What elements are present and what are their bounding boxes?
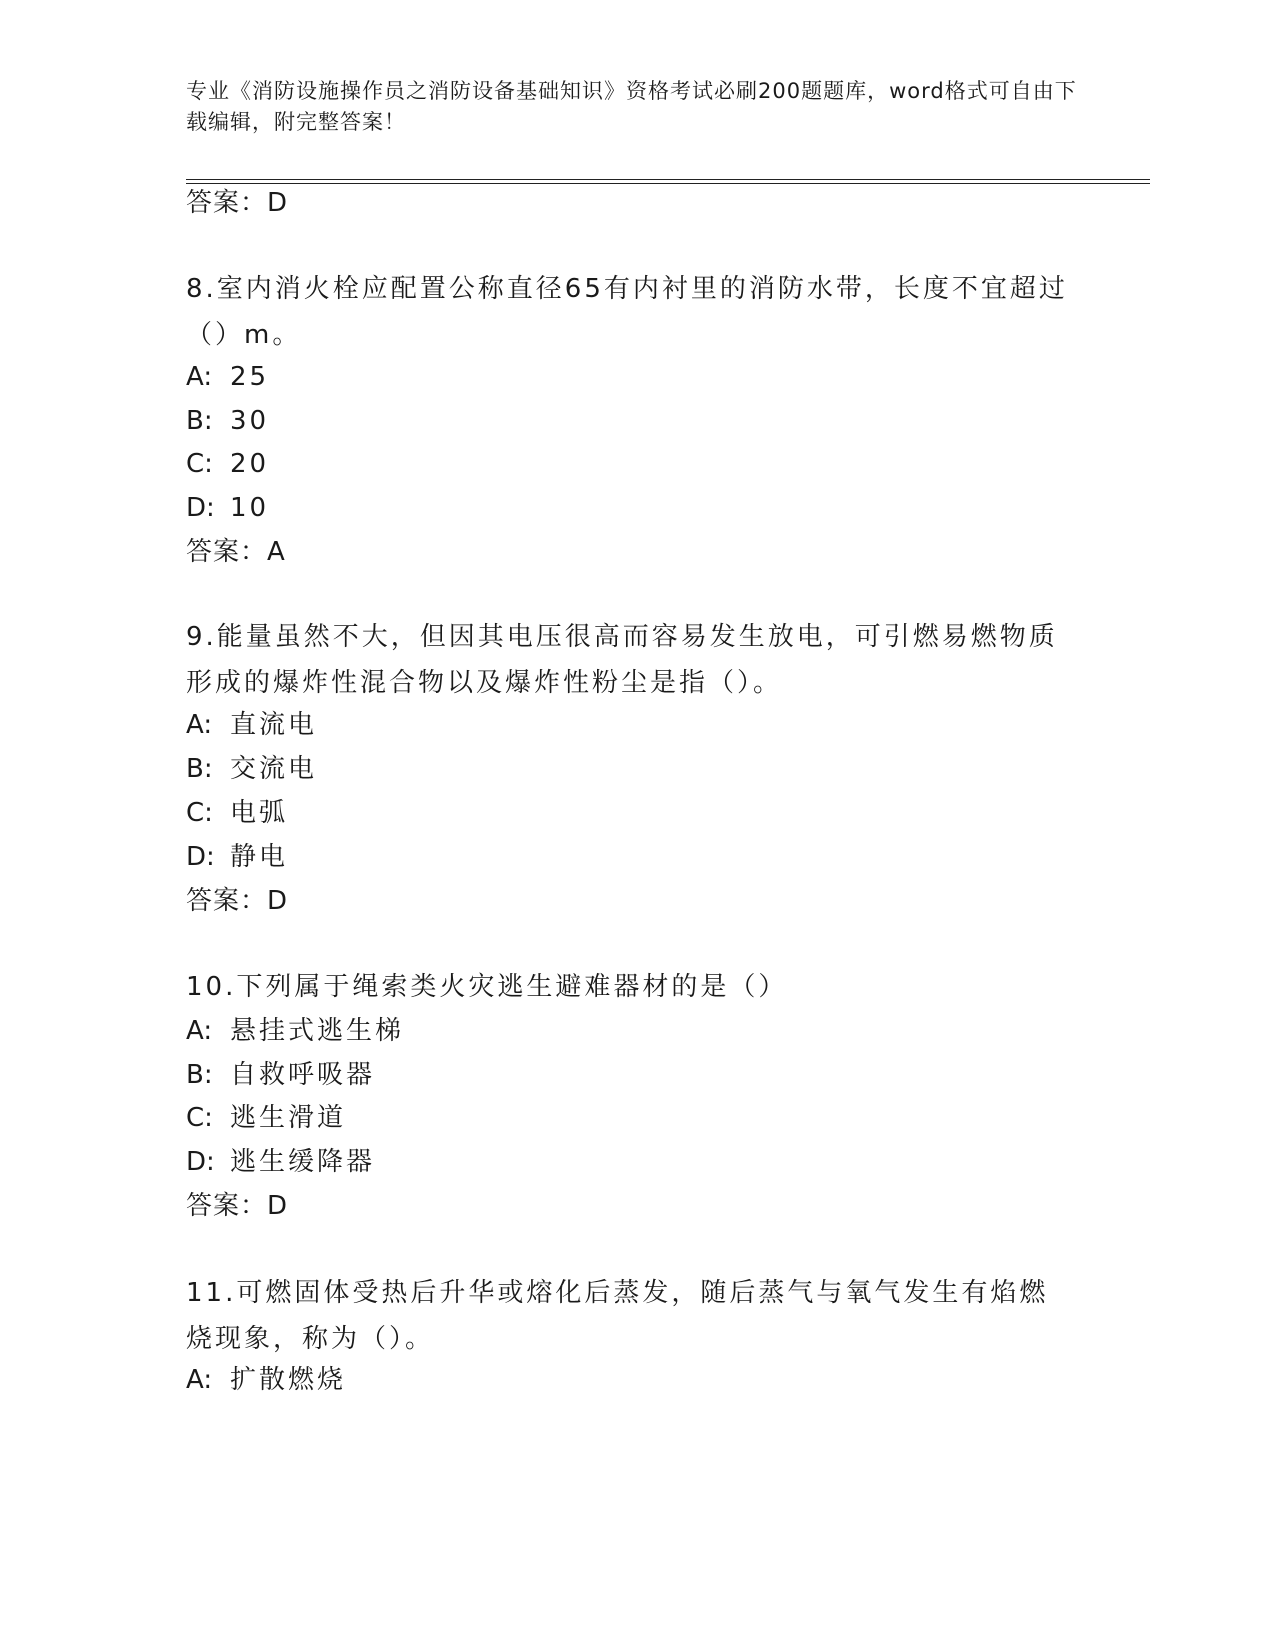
- question-text: 11.可燃固体受热后升华或熔化后蒸发，随后蒸气与氧气发生有焰燃烧现象，称为（）。: [186, 1278, 1049, 1354]
- option-key: D:: [186, 1147, 215, 1177]
- option-text: 直流电: [230, 710, 318, 740]
- option-text: 逃生滑道: [230, 1103, 347, 1133]
- option-key: C:: [186, 449, 213, 479]
- answer-label: 答案：D: [186, 1191, 289, 1221]
- option-c: [186, 447, 269, 481]
- option-text: 25: [230, 362, 270, 392]
- question-text: 9.能量虽然不大，但因其电压很高而容易发生放电，可引燃易燃物质形成的爆炸性混合物以及爆炸性粉尘是指（）。: [186, 622, 1058, 698]
- option-key: A:: [186, 1365, 213, 1395]
- option-b: [186, 404, 269, 438]
- option-text: 10: [230, 493, 270, 523]
- option-b: [186, 752, 317, 786]
- option-d: [186, 491, 269, 525]
- option-b: [186, 1058, 375, 1092]
- page-header: 专业《消防设施操作员之消防设备基础知识》资格考试必刷200题题库，word格式可自由下载编辑，附完整答案！: [186, 79, 1077, 134]
- option-key: D:: [186, 842, 215, 872]
- option-key: A:: [186, 710, 213, 740]
- option-text: 逃生缓降器: [230, 1147, 376, 1177]
- option-text: 悬挂式逃生梯: [230, 1016, 405, 1046]
- option-text: 交流电: [230, 754, 318, 784]
- question-text: 10.下列属于绳索类火灾逃生避难器材的是（）: [186, 972, 788, 1002]
- option-text: 扩散燃烧: [230, 1365, 347, 1395]
- option-text: 30: [230, 406, 270, 436]
- option-key: B:: [186, 406, 213, 436]
- answer-label: 答案：D: [186, 188, 289, 218]
- option-c: [186, 1101, 346, 1135]
- option-text: 自救呼吸器: [230, 1060, 376, 1090]
- option-a: [186, 1014, 404, 1048]
- option-key: B:: [186, 1060, 213, 1090]
- header-rule-bottom: [186, 183, 1150, 184]
- option-key: B:: [186, 754, 213, 784]
- option-text: 20: [230, 449, 270, 479]
- answer-label: 答案：D: [186, 886, 289, 916]
- option-key: A:: [186, 362, 213, 392]
- option-d: [186, 1145, 375, 1179]
- question-text: 8.室内消火栓应配置公称直径65有内衬里的消防水带，长度不宜超过（）m。: [186, 274, 1068, 350]
- option-key: A:: [186, 1016, 213, 1046]
- option-key: D:: [186, 493, 215, 523]
- option-d: [186, 840, 288, 874]
- option-key: C:: [186, 798, 213, 828]
- header-rule-top: [186, 179, 1150, 180]
- option-a: [186, 1363, 346, 1397]
- option-text: 静电: [230, 842, 289, 872]
- option-a: [186, 708, 317, 742]
- option-text: 电弧: [230, 798, 289, 828]
- answer-label: 答案：A: [186, 537, 286, 567]
- option-c: [186, 796, 288, 830]
- option-key: C:: [186, 1103, 213, 1133]
- option-a: [186, 360, 269, 394]
